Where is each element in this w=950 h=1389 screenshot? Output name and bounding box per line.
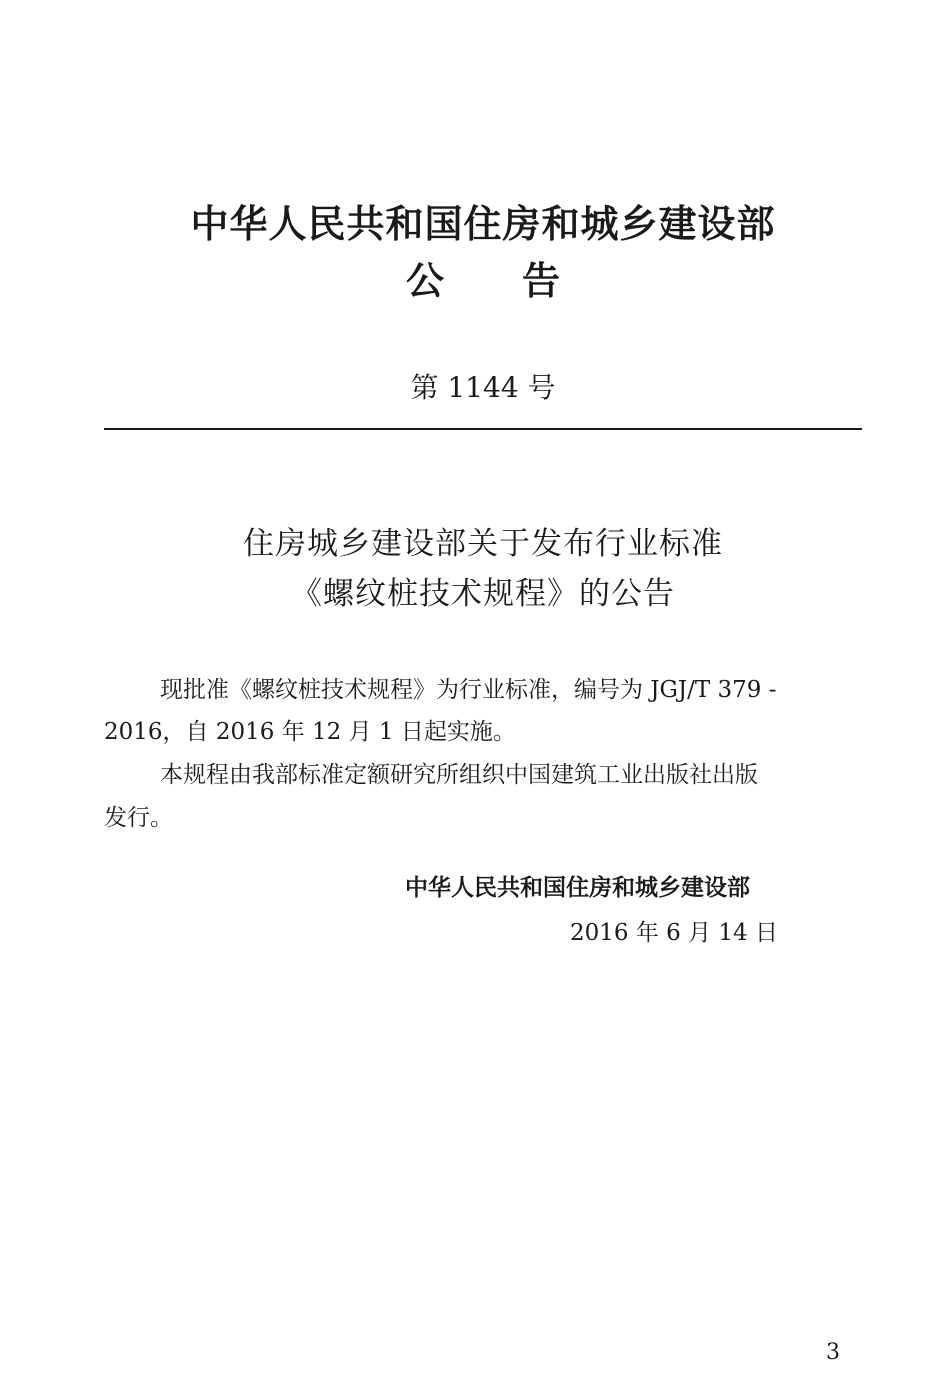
document-title-line-1: 住房城乡建设部关于发布行业标准 [243,526,723,562]
paragraph-2-line-1: 本规程由我部标准定额研究所组织中国建筑工业出版社出版 [160,762,758,788]
header-divider [104,428,862,430]
paragraph-1-line-2: 2016，自 2016 年 12 月 1 日起实施。 [104,719,516,745]
notice-word-second: 告 [522,259,561,303]
paragraph-1-line-1: 现批准《螺纹桩技术规程》为行业标准，编号为 JGJ/T 379 - [160,677,777,703]
notice-heading [0,253,950,309]
document-number: 第 1144 号 [410,371,556,404]
document-title-line-2: 《螺纹桩技术规程》的公告 [291,576,675,612]
paragraph-2-line-2: 发行。 [104,805,173,831]
issuing-authority-heading: 中华人民共和国住房和城乡建设部 [190,202,776,246]
signing-authority: 中华人民共和国住房和城乡建设部 [405,875,750,901]
signing-date: 2016 年 6 月 14 日 [570,920,778,946]
page-number: 3 [826,1340,840,1365]
notice-word-first: 公 [405,259,444,303]
